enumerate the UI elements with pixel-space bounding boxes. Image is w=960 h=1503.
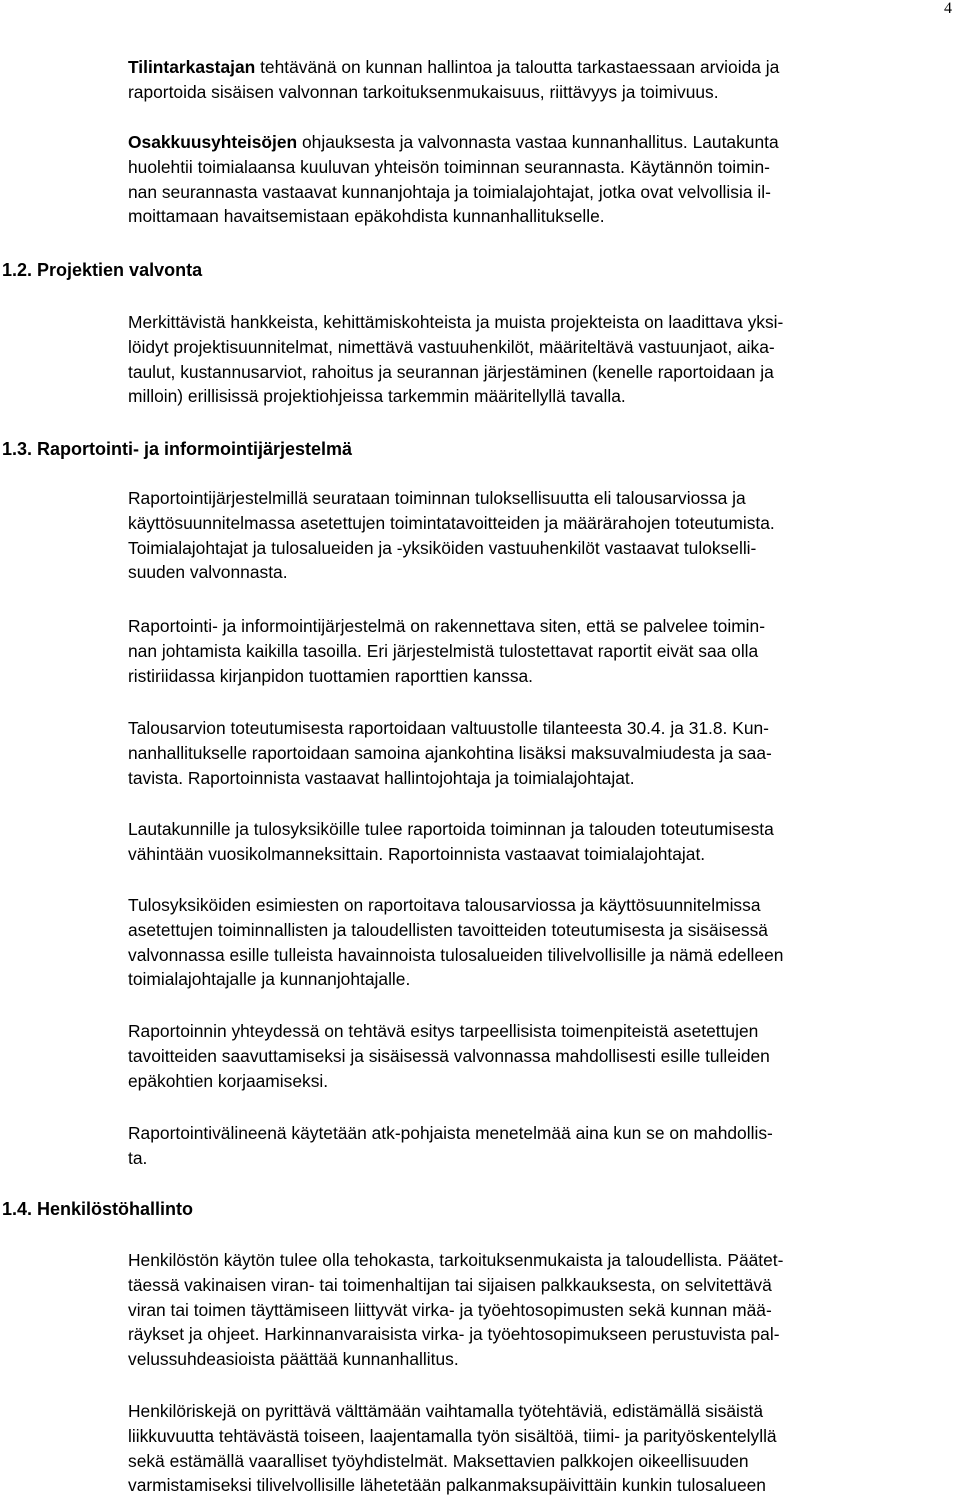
paragraph-line: huolehtii toimialaansa kuuluvan yhteisön toiminnan seurannasta. Käytännön toimin- <box>128 156 770 177</box>
section-heading-personnel-management: 1.4. Henkilöstöhallinto <box>2 1199 194 1219</box>
paragraph-line: räykset ja ohjeet. Harkinnanvaraisista virka- ja työehtosopimukseen perustuvista pal- <box>128 1324 780 1345</box>
paragraph-line: löidyt projektisuunnitelmat, nimettävä vastuuhenkilöt, määriteltävä vastuunjaot, aika- <box>128 336 775 357</box>
intro-paragraph-auditor <box>128 55 954 105</box>
paragraph-line: nan johtamista kaikilla tasoilla. Eri järjestelmistä tulostettavat raportit eivät saa olla <box>128 640 759 661</box>
section-heading-reporting-system: 1.3. Raportointi- ja informointijärjestelmä <box>2 439 353 459</box>
paragraph-line: Tulosyksiköiden esimiesten on raportoitava talousarviossa ja käyttösuunnitelmissa <box>128 895 761 915</box>
paragraph-line: milloin) erillisissä projektiohjeissa tarkemmin määritellyllä tavalla. <box>128 386 626 407</box>
paragraph-line: taulut, kustannusarviot, rahoitus ja seurannan järjestäminen (kenelle raportoidaan ja <box>128 361 774 382</box>
page-number: 4 <box>944 0 952 17</box>
paragraph-line: nanhallitukselle raportoidaan samoina ajankohtina lisäksi maksuvalmiudesta ja saa- <box>128 742 772 763</box>
paragraph-line: varmistamiseksi tilivelvollisille lähetetään palkanmaksupäivittäin kunkin tulosalueen <box>128 1475 766 1496</box>
paragraph-line: Toimialajohtajat ja tulosalueiden ja -yksiköiden vastuuhenkilöt vastaavat tulokselli- <box>128 537 757 558</box>
paragraph-line: Talousarvion toteutumisesta raportoidaan valtuustolle tilanteesta 30.4. ja 31.8. Kun- <box>128 718 769 738</box>
reporting-paragraph-4 <box>128 817 954 867</box>
paragraph-line: toimialajohtajalle ja kunnanjohtajalle. <box>128 969 411 990</box>
paragraph-line: vähintään vuosikolmanneksittain. Raportoinnista vastaavat toimialajohtajat. <box>128 843 706 864</box>
paragraph-line: asetettujen toiminnallisten ja taloudellisten tavoitteiden toteutumisesta ja sisäisessä <box>128 919 768 940</box>
paragraph-line: Raportointivälineenä käytetään atk-pohjaista menetelmää aina kun se on mahdollis- <box>128 1123 773 1143</box>
reporting-paragraph-1 <box>128 486 954 585</box>
paragraph-line: suuden valvonnasta. <box>128 562 288 583</box>
reporting-paragraph-2 <box>128 614 954 688</box>
paragraph-line: Henkilöstön käytön tulee olla tehokasta, tarkoituksenmukaista ja taloudellista. Päätet- <box>128 1250 784 1270</box>
paragraph-line: tehtävänä on kunnan hallintoa ja taloutta tarkastaessaan arvioida ja <box>255 57 780 77</box>
reporting-paragraph-6 <box>128 1019 954 1093</box>
paragraph-line: raportoida sisäisen valvonnan tarkoituksenmukaisuus, riittävyys ja toimivuus. <box>128 81 719 102</box>
paragraph-line: Raportointi- ja informointijärjestelmä on rakennettava siten, että se palvelee toimin- <box>128 616 766 636</box>
reporting-paragraph-7 <box>128 1121 954 1171</box>
paragraph-line: tavista. Raportoinnista vastaavat hallintojohtaja ja toimialajohtajat. <box>128 767 635 788</box>
paragraph-line: Raportoinnin yhteydessä on tehtävä esitys tarpeellisista toimenpiteistä asetettujen <box>128 1021 759 1041</box>
paragraph-line: valvonnassa esille tulleista havainnoista tulosalueiden tilivelvollisille ja nämä edelleen <box>128 944 784 965</box>
paragraph-line: velussuhdeasioista päättää kunnanhallitus. <box>128 1349 459 1370</box>
paragraph-line: täessä vakinaisen viran- tai toimenhaltijan tai sijaisen palkkauksesta, on selvitettävä <box>128 1274 772 1295</box>
paragraph-line: Raportointijärjestelmillä seurataan toiminnan tuloksellisuutta eli talousarviossa ja <box>128 488 746 508</box>
auditor-lead-term: Tilintarkastajan <box>128 57 256 77</box>
project-monitoring-paragraph <box>128 310 954 409</box>
paragraph-line: liikkuvuutta tehtävästä toiseen, laajentamalla työn sisältöä, tiimi- ja parityöskentelyllä <box>128 1425 777 1446</box>
reporting-paragraph-5 <box>128 893 954 992</box>
paragraph-line: moittamaan havaitsemistaan epäkohdista kunnanhallitukselle. <box>128 206 605 227</box>
paragraph-line: ta. <box>128 1147 148 1168</box>
section-heading-project-monitoring: 1.2. Projektien valvonta <box>2 260 203 280</box>
paragraph-line: viran tai toimen täyttämiseen liittyvät virka- ja työehtosopimusten sekä kunnan mää- <box>128 1299 772 1320</box>
reporting-paragraph-3 <box>128 716 954 790</box>
paragraph-line: nan seurannasta vastaavat kunnanjohtaja ja toimialajohtajat, jotka ovat velvollisia il- <box>128 181 771 202</box>
paragraph-line: tavoitteiden saavuttamiseksi ja sisäisessä valvonnassa mahdollisesti esille tulleiden <box>128 1045 770 1066</box>
paragraph-line: ohjauksesta ja valvonnasta vastaa kunnanhallitus. Lautakunta <box>297 132 779 152</box>
intro-paragraph-associated-companies <box>128 130 954 229</box>
personnel-paragraph-1 <box>128 1248 954 1372</box>
paragraph-line: epäkohtien korjaamiseksi. <box>128 1070 329 1091</box>
personnel-paragraph-2 <box>128 1399 954 1498</box>
paragraph-line: Merkittävistä hankkeista, kehittämiskohteista ja muista projekteista on laadittava yksi- <box>128 312 784 332</box>
paragraph-line: Henkilöriskejä on pyrittävä välttämään vaihtamalla työtehtäviä, edistämällä sisäistä <box>128 1401 764 1421</box>
paragraph-line: sekä estämällä vaaralliset työyhdistelmät. Maksettavien palkkojen oikeellisuuden <box>128 1450 749 1471</box>
paragraph-line: ristiriidassa kirjanpidon tuottamien raporttien kanssa. <box>128 665 534 686</box>
paragraph-line: käyttösuunnitelmassa asetettujen toimintatavoitteiden ja määrärahojen toteutumista. <box>128 512 775 533</box>
paragraph-line: Lautakunnille ja tulosyksiköille tulee raportoida toiminnan ja talouden toteutumisesta <box>128 819 774 839</box>
associated-companies-lead-term: Osakkuusyhteisöjen <box>128 132 298 152</box>
